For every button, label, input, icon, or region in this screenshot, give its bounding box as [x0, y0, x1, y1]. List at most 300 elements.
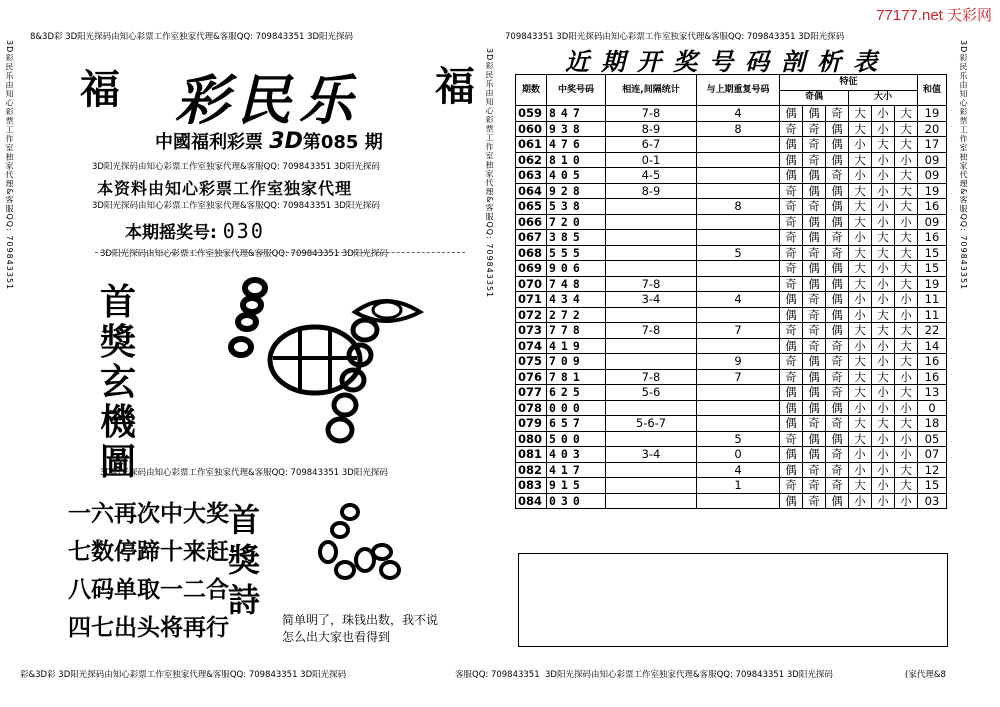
oddeven-cell: 奇 [826, 416, 849, 432]
bigsmall-cell: 小 [872, 462, 895, 478]
bigsmall-cell: 小 [872, 338, 895, 354]
oddeven-cell: 奇 [826, 106, 849, 122]
oddeven-cell: 奇 [780, 121, 803, 137]
repeat-cell [697, 230, 780, 246]
bigsmall-cell: 大 [895, 106, 918, 122]
bigsmall-cell: 小 [872, 106, 895, 122]
table-row [516, 462, 947, 478]
sum-cell: 15 [918, 261, 947, 277]
adjacent-cell [606, 261, 697, 277]
number-cell: 417 [547, 462, 606, 478]
col-period: 期数 [516, 75, 547, 106]
note-line-2: 怎么出大家也看得到 [282, 630, 391, 644]
bigsmall-cell: 小 [872, 152, 895, 168]
bigsmall-cell: 大 [849, 369, 872, 385]
table-row [516, 261, 947, 277]
adjacent-cell: 0-1 [606, 152, 697, 168]
period-cell: 061 [516, 137, 547, 153]
oddeven-cell: 偶 [826, 199, 849, 215]
bigsmall-cell: 小 [895, 400, 918, 416]
bigsmall-cell: 大 [849, 152, 872, 168]
brand-title: 彩民乐 [175, 68, 361, 132]
oddeven-cell: 奇 [803, 338, 826, 354]
footer-end: (家代理&8 [905, 670, 946, 680]
bigsmall-cell: 大 [895, 245, 918, 261]
adjacent-cell [606, 338, 697, 354]
site-watermark: 77177.net 天彩网 [876, 7, 992, 24]
bigsmall-cell: 大 [895, 323, 918, 339]
oddeven-cell: 偶 [780, 400, 803, 416]
bigsmall-cell: 大 [849, 245, 872, 261]
bigsmall-cell: 大 [872, 369, 895, 385]
footer-left: 彩&3D彩 3D阳光探码由知心彩票工作室独家代理&客服QQ: 709843351 3D阳光探码 [20, 670, 347, 680]
issue-prefix: 中國福利彩票 [155, 132, 263, 153]
oddeven-cell: 奇 [780, 199, 803, 215]
header-band-right: 709843351 3D阳光探码由知心彩票工作室独家代理&客服QQ: 709843351 3D阳光探码 [505, 32, 845, 42]
period-cell: 067 [516, 230, 547, 246]
note-line-1: 简单明了，珠钱出数，我不说 [282, 613, 439, 627]
col-number: 中奖号码 [547, 75, 606, 106]
oddeven-cell: 偶 [826, 323, 849, 339]
bigsmall-cell: 大 [895, 230, 918, 246]
sum-cell: 09 [918, 168, 947, 184]
col-oddeven: 奇偶 [780, 90, 849, 106]
number-cell: 538 [547, 199, 606, 215]
oddeven-cell: 奇 [826, 478, 849, 494]
bigsmall-cell: 小 [849, 292, 872, 308]
table-title: 近期开奖号码剖析表 [565, 47, 889, 76]
bigsmall-cell: 大 [872, 307, 895, 323]
period-cell: 066 [516, 214, 547, 230]
sum-cell: 15 [918, 245, 947, 261]
col-bigsmall: 大小 [849, 90, 918, 106]
bigsmall-cell: 大 [895, 462, 918, 478]
number-cell: 419 [547, 338, 606, 354]
table-row [516, 292, 947, 308]
period-cell: 069 [516, 261, 547, 277]
adjacent-cell [606, 307, 697, 323]
adjacent-cell [606, 462, 697, 478]
repeat-cell [697, 385, 780, 401]
bigsmall-cell: 小 [872, 431, 895, 447]
bigsmall-cell: 大 [849, 385, 872, 401]
bigsmall-cell: 大 [895, 137, 918, 153]
period-cell: 076 [516, 369, 547, 385]
notes-box [518, 553, 948, 647]
oddeven-cell: 偶 [803, 183, 826, 199]
number-cell: 928 [547, 183, 606, 199]
number-cell: 709 [547, 354, 606, 370]
oddeven-cell: 奇 [780, 230, 803, 246]
bigsmall-cell: 大 [895, 354, 918, 370]
bigsmall-cell: 小 [872, 261, 895, 277]
bigsmall-cell: 小 [872, 292, 895, 308]
repeat-cell [697, 183, 780, 199]
oddeven-cell: 偶 [780, 307, 803, 323]
mini-band-3: 3D阳光探码由知心彩票工作室独家代理&客服QQ: 709843351 3D阳光探码 [100, 249, 388, 259]
bead-drawing [300, 500, 410, 600]
bigsmall-cell: 大 [895, 199, 918, 215]
oddeven-cell: 奇 [803, 462, 826, 478]
bigsmall-cell: 小 [895, 447, 918, 463]
oddeven-cell: 偶 [826, 121, 849, 137]
repeat-cell [697, 400, 780, 416]
repeat-cell: 4 [697, 292, 780, 308]
sum-cell: 17 [918, 137, 947, 153]
table-row [516, 400, 947, 416]
oddeven-cell: 偶 [826, 152, 849, 168]
col-feature: 特征 [780, 75, 918, 91]
table-row [516, 121, 947, 137]
period-cell: 072 [516, 307, 547, 323]
adjacent-cell [606, 431, 697, 447]
oddeven-cell: 偶 [826, 493, 849, 509]
bigsmall-cell: 大 [895, 338, 918, 354]
bigsmall-cell: 大 [895, 276, 918, 292]
poem-line-1: 一六再次中大奖 [68, 501, 229, 527]
period-cell: 082 [516, 462, 547, 478]
bigsmall-cell: 大 [895, 183, 918, 199]
oddeven-cell: 奇 [803, 307, 826, 323]
oddeven-cell: 偶 [780, 106, 803, 122]
oddeven-cell: 偶 [803, 106, 826, 122]
table-row [516, 152, 947, 168]
table-row [516, 493, 947, 509]
adjacent-cell [606, 493, 697, 509]
oddeven-cell: 奇 [780, 183, 803, 199]
oddeven-cell: 偶 [803, 447, 826, 463]
oddeven-cell: 奇 [803, 292, 826, 308]
sum-cell: 16 [918, 354, 947, 370]
number-cell: 385 [547, 230, 606, 246]
fortune-char-left: 福 [80, 66, 120, 113]
issue-line [155, 128, 383, 154]
table-row [516, 199, 947, 215]
adjacent-cell: 3-4 [606, 292, 697, 308]
number-cell: 030 [547, 493, 606, 509]
table-row [516, 354, 947, 370]
oddeven-cell: 奇 [826, 447, 849, 463]
bigsmall-cell: 小 [872, 493, 895, 509]
oddeven-cell: 偶 [780, 152, 803, 168]
oddeven-cell: 偶 [803, 168, 826, 184]
mini-band-2: 3D阳光探码由知心彩票工作室独家代理&客服QQ: 709843351 3D阳光探码 [92, 201, 380, 211]
bigsmall-cell: 小 [895, 369, 918, 385]
table-row [516, 338, 947, 354]
bigsmall-cell: 大 [895, 416, 918, 432]
middle-vertical-band: 3D彩民乐由知心彩票工作室独家代理&客服QQ: 709843351 [485, 48, 494, 299]
agent-text: 本资料由知心彩票工作室独家代理 [97, 179, 353, 198]
period-cell: 079 [516, 416, 547, 432]
adjacent-cell [606, 214, 697, 230]
poem-title: 首獎詩 [228, 501, 261, 619]
oddeven-cell: 奇 [780, 354, 803, 370]
number-cell: 272 [547, 307, 606, 323]
oddeven-cell: 奇 [803, 416, 826, 432]
sum-cell: 19 [918, 183, 947, 199]
repeat-cell: 5 [697, 431, 780, 447]
oddeven-cell: 偶 [826, 261, 849, 277]
bigsmall-cell: 大 [872, 230, 895, 246]
oddeven-cell: 偶 [826, 307, 849, 323]
repeat-cell: 5 [697, 245, 780, 261]
sum-cell: 16 [918, 199, 947, 215]
mini-band-4: 3D阳光探码由知心彩票工作室独家代理&客服QQ: 709843351 3D阳光探码 [100, 468, 388, 478]
number-cell: 625 [547, 385, 606, 401]
bigsmall-cell: 大 [849, 199, 872, 215]
bigsmall-cell: 小 [872, 276, 895, 292]
oddeven-cell: 奇 [803, 199, 826, 215]
oddeven-cell: 偶 [780, 462, 803, 478]
oddeven-cell: 奇 [803, 323, 826, 339]
bigsmall-cell: 大 [895, 478, 918, 494]
table-row [516, 478, 947, 494]
draw-number: 030 [222, 219, 265, 243]
oddeven-cell: 奇 [780, 431, 803, 447]
header-band-left: 8&3D彩 3D阳光探码由知心彩票工作室独家代理&客服QQ: 709843351 3D阳光探码 [30, 32, 354, 42]
issue-game: 3D [269, 129, 303, 154]
oddeven-cell: 奇 [826, 369, 849, 385]
table-row [516, 276, 947, 292]
bigsmall-cell: 小 [872, 354, 895, 370]
bigsmall-cell: 大 [872, 416, 895, 432]
repeat-cell: 9 [697, 354, 780, 370]
adjacent-cell: 7-8 [606, 369, 697, 385]
repeat-cell [697, 338, 780, 354]
bigsmall-cell: 小 [895, 431, 918, 447]
poem-line-3: 八码单取一二合 [68, 577, 229, 603]
oddeven-cell: 奇 [803, 152, 826, 168]
sum-cell: 0 [918, 400, 947, 416]
repeat-cell [697, 137, 780, 153]
table-row [516, 447, 947, 463]
period-cell: 080 [516, 431, 547, 447]
oddeven-cell: 偶 [803, 354, 826, 370]
number-cell: 500 [547, 431, 606, 447]
oddeven-cell: 奇 [826, 354, 849, 370]
sum-cell: 07 [918, 447, 947, 463]
bigsmall-cell: 小 [872, 183, 895, 199]
bigsmall-cell: 大 [849, 121, 872, 137]
oddeven-cell: 偶 [803, 261, 826, 277]
bigsmall-cell: 小 [849, 230, 872, 246]
bigsmall-cell: 小 [872, 199, 895, 215]
repeat-cell [697, 214, 780, 230]
sum-cell: 13 [918, 385, 947, 401]
draw-number-line [125, 218, 265, 243]
bigsmall-cell: 大 [895, 385, 918, 401]
table-row [516, 416, 947, 432]
bigsmall-cell: 大 [895, 261, 918, 277]
bigsmall-cell: 大 [849, 276, 872, 292]
table-row [516, 106, 947, 122]
adjacent-cell: 8-9 [606, 121, 697, 137]
bigsmall-cell: 大 [872, 245, 895, 261]
oddeven-cell: 奇 [803, 493, 826, 509]
oddeven-cell: 偶 [803, 400, 826, 416]
repeat-cell: 1 [697, 478, 780, 494]
adjacent-cell [606, 230, 697, 246]
oddeven-cell: 偶 [780, 493, 803, 509]
period-cell: 081 [516, 447, 547, 463]
bigsmall-cell: 小 [849, 338, 872, 354]
sum-cell: 03 [918, 493, 947, 509]
adjacent-cell: 7-8 [606, 276, 697, 292]
period-cell: 078 [516, 400, 547, 416]
oddeven-cell: 奇 [826, 462, 849, 478]
period-cell: 064 [516, 183, 547, 199]
period-cell: 068 [516, 245, 547, 261]
repeat-cell: 0 [697, 447, 780, 463]
oddeven-cell: 奇 [780, 276, 803, 292]
period-cell: 070 [516, 276, 547, 292]
author-note [282, 612, 438, 646]
adjacent-cell: 8-9 [606, 183, 697, 199]
repeat-cell [697, 493, 780, 509]
poem-line-2: 七数停蹄十来赶 [68, 539, 229, 565]
chart-title: 首獎玄機圖 [100, 281, 137, 483]
oddeven-cell: 奇 [780, 245, 803, 261]
table-row [516, 183, 947, 199]
period-cell: 063 [516, 168, 547, 184]
number-cell: 778 [547, 323, 606, 339]
oddeven-cell: 奇 [780, 478, 803, 494]
adjacent-cell: 5-6 [606, 385, 697, 401]
oddeven-cell: 奇 [826, 168, 849, 184]
bigsmall-cell: 小 [872, 168, 895, 184]
bigsmall-cell: 小 [895, 307, 918, 323]
sum-cell: 14 [918, 338, 947, 354]
sum-cell: 05 [918, 431, 947, 447]
oddeven-cell: 奇 [826, 338, 849, 354]
bigsmall-cell: 大 [849, 323, 872, 339]
bigsmall-cell: 大 [849, 416, 872, 432]
repeat-cell: 8 [697, 199, 780, 215]
bigsmall-cell: 小 [895, 292, 918, 308]
oddeven-cell: 偶 [826, 183, 849, 199]
table-row [516, 323, 947, 339]
adjacent-cell: 5-6-7 [606, 416, 697, 432]
bigsmall-cell: 小 [849, 168, 872, 184]
period-cell: 083 [516, 478, 547, 494]
oddeven-cell: 奇 [803, 478, 826, 494]
col-adjacent: 相连,间隔统计 [606, 75, 697, 106]
oddeven-cell: 偶 [826, 400, 849, 416]
oddeven-cell: 偶 [803, 230, 826, 246]
number-cell: 476 [547, 137, 606, 153]
sum-cell: 09 [918, 152, 947, 168]
period-cell: 074 [516, 338, 547, 354]
repeat-cell [697, 168, 780, 184]
oddeven-cell: 偶 [826, 292, 849, 308]
draw-label: 本期摇奖号: [125, 223, 217, 243]
period-cell: 077 [516, 385, 547, 401]
number-cell: 657 [547, 416, 606, 432]
table-row [516, 385, 947, 401]
repeat-cell [697, 416, 780, 432]
oddeven-cell: 偶 [826, 214, 849, 230]
bigsmall-cell: 大 [849, 261, 872, 277]
repeat-cell: 7 [697, 369, 780, 385]
table-row [516, 230, 947, 246]
poem-line-4: 四七出头将再行 [68, 615, 229, 641]
col-repeat: 与上期重复号码 [697, 75, 780, 106]
bigsmall-cell: 大 [849, 431, 872, 447]
oddeven-cell: 奇 [780, 369, 803, 385]
bigsmall-cell: 大 [849, 354, 872, 370]
oddeven-cell: 偶 [803, 276, 826, 292]
adjacent-cell: 3-4 [606, 447, 697, 463]
oddeven-cell: 奇 [826, 245, 849, 261]
period-cell: 060 [516, 121, 547, 137]
table-row [516, 245, 947, 261]
sum-cell: 20 [918, 121, 947, 137]
table-row [516, 307, 947, 323]
period-cell: 084 [516, 493, 547, 509]
abacus-drawing [215, 270, 445, 470]
repeat-cell: 8 [697, 121, 780, 137]
sum-cell: 16 [918, 230, 947, 246]
bigsmall-cell: 小 [895, 152, 918, 168]
bigsmall-cell: 小 [872, 400, 895, 416]
bigsmall-cell: 小 [849, 493, 872, 509]
sum-cell: 19 [918, 276, 947, 292]
number-cell: 915 [547, 478, 606, 494]
bigsmall-cell: 小 [849, 137, 872, 153]
number-cell: 906 [547, 261, 606, 277]
sum-cell: 22 [918, 323, 947, 339]
adjacent-cell [606, 199, 697, 215]
table-row [516, 168, 947, 184]
bigsmall-cell: 大 [849, 214, 872, 230]
oddeven-cell: 偶 [826, 276, 849, 292]
period-cell: 071 [516, 292, 547, 308]
sum-cell: 19 [918, 106, 947, 122]
fortune-char-right: 福 [435, 63, 475, 110]
adjacent-cell [606, 478, 697, 494]
oddeven-cell: 偶 [780, 168, 803, 184]
oddeven-cell: 偶 [780, 137, 803, 153]
oddeven-cell: 奇 [803, 137, 826, 153]
oddeven-cell: 偶 [826, 137, 849, 153]
sum-cell: 18 [918, 416, 947, 432]
adjacent-cell: 6-7 [606, 137, 697, 153]
bigsmall-cell: 小 [872, 385, 895, 401]
oddeven-cell: 奇 [780, 323, 803, 339]
bigsmall-cell: 大 [872, 137, 895, 153]
sum-cell: 12 [918, 462, 947, 478]
bigsmall-cell: 大 [849, 106, 872, 122]
left-vertical-band: 3D彩民乐由知心彩票工作室独家代理&客服QQ: 709843351 [5, 40, 14, 291]
number-cell: 781 [547, 369, 606, 385]
bigsmall-cell: 小 [895, 214, 918, 230]
table-row [516, 137, 947, 153]
oddeven-cell: 偶 [803, 369, 826, 385]
issue-suffix: 第085 期 [302, 132, 383, 153]
oddeven-cell: 偶 [803, 214, 826, 230]
adjacent-cell: 4-5 [606, 168, 697, 184]
bigsmall-cell: 小 [849, 447, 872, 463]
repeat-cell: 4 [697, 462, 780, 478]
sum-cell: 16 [918, 369, 947, 385]
oddeven-cell: 偶 [826, 431, 849, 447]
table-row [516, 214, 947, 230]
footer-right: 3D阳光探码由知心彩票工作室独家代理&客服QQ: 709843351 3D阳光探码 [545, 670, 833, 680]
bigsmall-cell: 大 [849, 478, 872, 494]
bigsmall-cell: 大 [895, 168, 918, 184]
number-cell: 810 [547, 152, 606, 168]
repeat-cell: 7 [697, 323, 780, 339]
